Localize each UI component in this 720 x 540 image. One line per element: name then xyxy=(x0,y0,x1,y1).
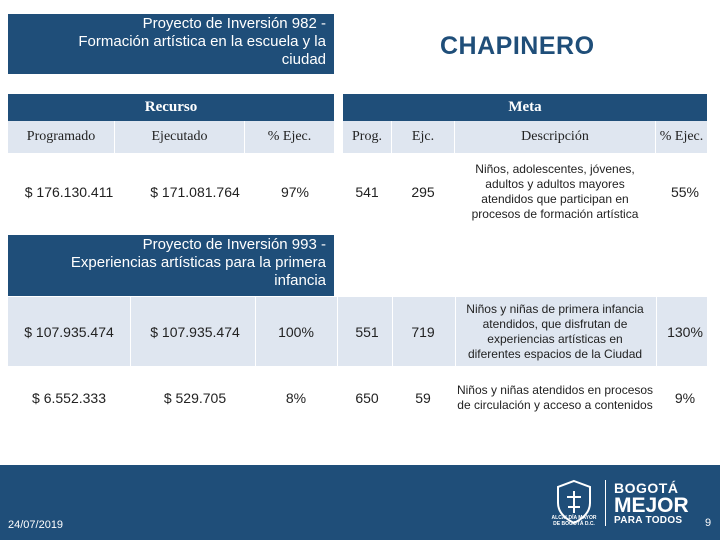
project-993-title-line: Proyecto de Inversión 993 - xyxy=(142,236,326,253)
project-993-title xyxy=(8,235,334,296)
project-982-title-line: Formación artística en la escuela y la xyxy=(78,33,326,50)
seal-caption-line: DE BOGOTÁ D.C. xyxy=(553,521,595,527)
footer-date: 24/07/2019 xyxy=(8,519,64,531)
row3-programado: $ 6.552.333 xyxy=(32,390,106,406)
row2-prog: 551 xyxy=(355,323,379,340)
page-number: 9 xyxy=(705,517,712,529)
row3-prog: 650 xyxy=(355,390,379,406)
row2-ejecutado: $ 107.935.474 xyxy=(150,323,240,340)
locality-title: CHAPINERO xyxy=(440,32,595,60)
seal-caption xyxy=(538,515,610,527)
row3-pct-recurso: 8% xyxy=(285,390,307,406)
row3-descripcion: Niños y niñas atendidos en procesos de circulación y acceso a contenidos xyxy=(456,383,654,412)
logo-line: BOGOTÁ xyxy=(614,480,679,496)
meta-header: Meta xyxy=(343,94,707,121)
row2-descripcion: Niños y niñas de primera infancia atendidos, que disfrutan de experiencias artísticas en diferentes espacios de la Ciudad xyxy=(466,301,644,361)
row3-ejecutado: $ 529.705 xyxy=(163,390,227,406)
row1-ejecutado: $ 171.081.764 xyxy=(150,184,240,200)
row2-programado: $ 107.935.474 xyxy=(24,323,114,340)
col-pct-recurso: % Ejec. xyxy=(245,121,334,153)
recurso-header: Recurso xyxy=(8,94,334,121)
row1-pct-recurso: 97% xyxy=(280,184,310,200)
logo-line: PARA TODOS xyxy=(614,515,683,526)
row2-divider xyxy=(455,297,456,366)
logo-line: MEJOR xyxy=(614,494,689,517)
seal-caption-line: ALCALDÍA MAYOR xyxy=(551,515,597,521)
row1-programado: $ 176.130.411 xyxy=(24,184,114,200)
col-pct-meta: % Ejec. xyxy=(656,121,707,153)
row3-ejc: 59 xyxy=(415,390,431,406)
row2-divider xyxy=(656,297,657,366)
row1-pct-meta: 55% xyxy=(670,184,700,200)
bogota-mejor-logo xyxy=(614,481,694,527)
col-prog: Prog. xyxy=(343,121,391,153)
logo-divider xyxy=(605,480,606,526)
project-982-title xyxy=(8,14,334,74)
col-ejc: Ejc. xyxy=(392,121,454,153)
row2-divider xyxy=(337,297,338,366)
row2-pct-meta: 130% xyxy=(667,323,703,340)
col-ejecutado: Ejecutado xyxy=(115,121,244,153)
row2-ejc: 719 xyxy=(411,323,435,340)
row2-pct-recurso: 100% xyxy=(278,323,314,340)
row1-descripcion: Niños, adolescentes, jóvenes, adultos y adultos mayores atendidos que participan en procesos de formación artística xyxy=(471,162,639,221)
project-993-title-line: infancia xyxy=(274,272,326,289)
col-descripcion: Descripción xyxy=(455,121,655,153)
row3-pct-meta: 9% xyxy=(674,390,696,406)
project-982-title-line: Proyecto de Inversión 982 - xyxy=(142,15,326,32)
project-982-title-line: ciudad xyxy=(281,51,326,68)
project-993-title-line: Experiencias artísticas para la primera xyxy=(70,254,326,271)
col-programado: Programado xyxy=(8,121,114,153)
row1-prog: 541 xyxy=(355,184,379,200)
row1-ejc: 295 xyxy=(411,184,435,200)
footer-bar xyxy=(0,465,720,540)
